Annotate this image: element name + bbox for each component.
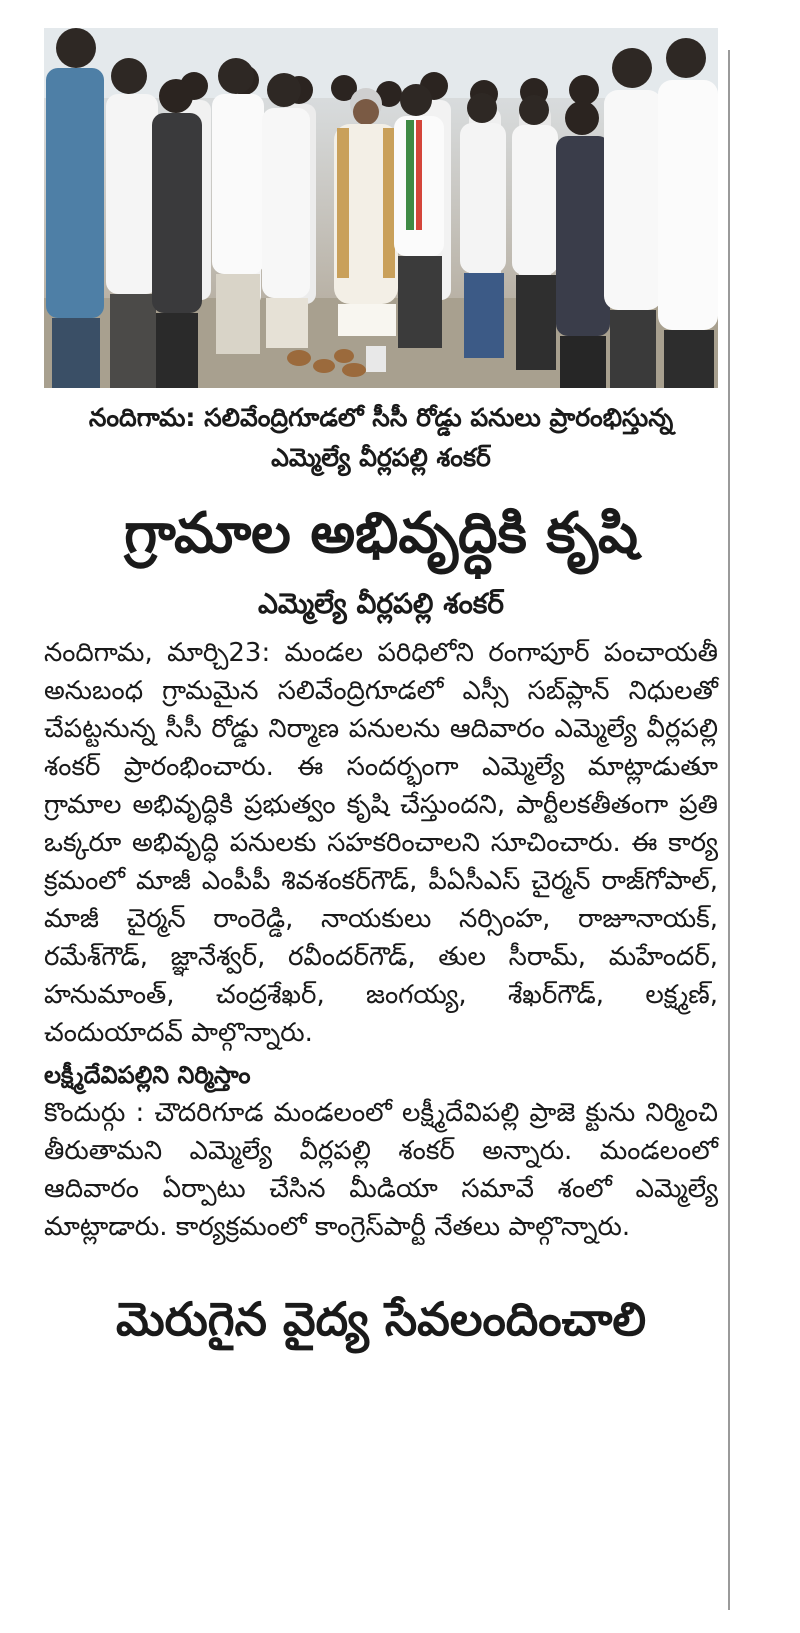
news-photo (44, 28, 718, 388)
article-subhead: లక్ష్మీదేవిపల్లిని నిర్మిస్తాం (44, 1061, 251, 1089)
article-column (44, 28, 718, 1352)
article-byline: ఎమ్మెల్యే వీర్లపల్లి శంకర్ (257, 587, 505, 620)
article-headline: గ్రామాల అభివృద్ధికి కృషి (124, 500, 638, 566)
article-2-paragraph: కొందుర్గు : చౌదరిగూడ మండలంలో లక్ష్మీదేవిపల్లి ప్రాజె క్టును నిర్మించి తీరుతామని ఎమ్మెల్యే వీర్లపల్లి శంకర్ అన్నారు. మండలంలో ఆదివారం ఏర్పాటు చేసిన మీడియా సమావే శంలో ఎమ్మెల్యే మాట్లాడారు. కార్యక్రమంలో కాంగ్రెస్‌పార్టీ నేతలు పాల్గొన్నారు. (44, 1098, 718, 1242)
news-photo-icon (44, 28, 718, 388)
column-divider (728, 50, 730, 1610)
next-article-headline: మెరుగైన వైద్య సేవలందించాలి (115, 1292, 647, 1346)
article-2-body (44, 1094, 718, 1246)
photo-caption (44, 398, 718, 478)
caption-line-1: నందిగామ: సలివేంద్రిగూడలో సీసీ రోడ్డు పనులు ప్రారంభిస్తున్న (88, 403, 674, 432)
article-body (44, 634, 718, 1052)
caption-line-2: ఎమ్మెల్యే వీర్లపల్లి శంకర్ (271, 443, 491, 472)
article-paragraph: నందిగామ, మార్చి23: మండల పరిధిలోని రంగాపూర్ పంచాయతీ అనుబంధ గ్రామమైన సలివేంద్రిగూడలో ఎస్సీ సబ్‌ప్లాన్ నిధులతో చేపట్టనున్న సీసీ రోడ్డు నిర్మాణ పనులను ఆదివారం ఎమ్మెల్యే వీర్లపల్లి శంకర్ ప్రారంభించారు. ఈ సందర్భంగా ఎమ్మెల్యే మాట్లాడుతూ గ్రామాల అభివృద్ధికి ప్రభుత్వం కృషి చేస్తుందని, పార్టీలకతీతంగా ప్రతి ఒక్కరూ అభివృద్ధి పనులకు సహకరించాలని సూచించారు. ఈ కార్య క్రమంలో మాజీ ఎంపీపీ శివశంకర్‌గౌడ్, పీఏసీఎస్ చైర్మన్ రాజ్‌గోపాల్, మాజీ చైర్మన్ రాంరెడ్డి, నాయకులు నర్సింహ, రాజూనాయక్, రమేశ్‌గౌడ్, జ్ఞానేశ్వర్, రవీందర్‌గౌడ్, తుల సీరామ్, మహేందర్, హనుమాంత్, చంద్రశేఖర్, జంగయ్య, శేఖర్‌గౌడ్, లక్ష్మణ్, చందుయాదవ్ పాల్గొన్నారు. (44, 638, 718, 1048)
